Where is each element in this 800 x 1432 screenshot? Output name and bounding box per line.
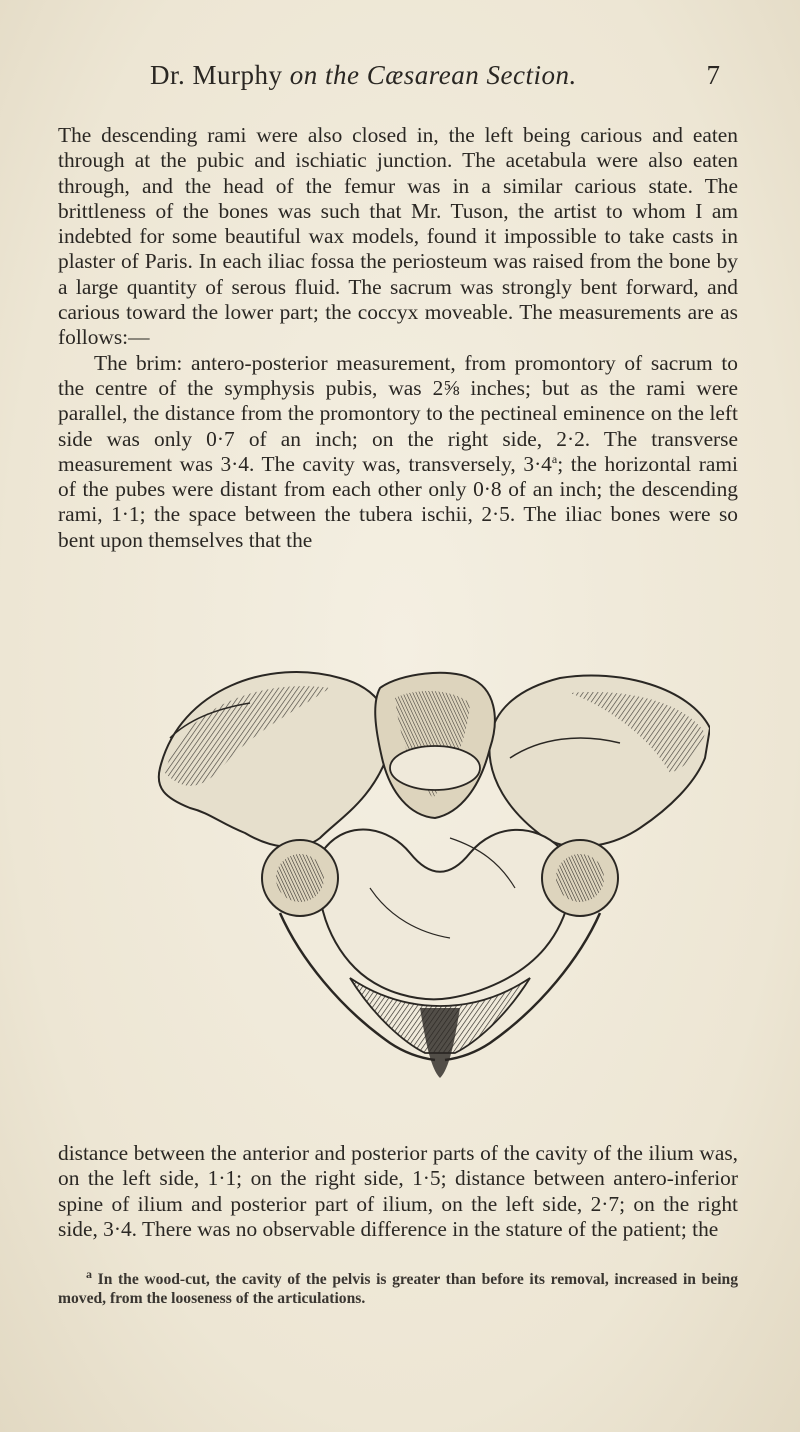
header-subject: on the Cæsarean Section. xyxy=(289,60,577,90)
footnote-marker: a xyxy=(86,1266,92,1281)
header-author: Dr. Murphy xyxy=(150,60,283,90)
page-number: 7 xyxy=(706,60,720,90)
paragraph-2 xyxy=(58,351,738,553)
footnote-ref: a xyxy=(551,451,558,466)
paragraph-2-part-a: The brim: antero-posterior measurement, from promontory of sacrum to the centre of the symphysis pubis, was 2⅝ inches; but as the rami were parallel, the distance from the promontory to the pectineal eminence on the left side was only 0·7 of an inch; on the right side, 2·2. The transverse measurement was 3·4. The cavity was, transversely, 3·4 xyxy=(58,350,738,476)
paragraph-1: The descending rami were also closed in, the left being carious and eaten through at the pubic and ischiatic junction. The acetabula were also eaten through, and the head of the femur was in a similar carious state. The brittleness of the bones was such that Mr. Tuson, the artist to whom I am indebted for some beautiful wax models, found it impossible to take casts in plaster of Paris. In each iliac fossa the periosteum was raised from the bone by a large quantity of serous fluid. The sacrum was strongly bent forward, and carious toward the lower part; the coccyx moveable. The measurements are as follows:— xyxy=(58,123,738,350)
header-title xyxy=(150,60,577,91)
footnote-text: In the wood-cut, the cavity of the pelvis is greater than before its removal, increased in being moved, from the looseness of the articulations. xyxy=(58,1271,738,1307)
paragraph-2-part-b: ; the horizontal rami of the pubes were distant from each other only 0·8 of an inch; the descending rami, 1·1; the space between the tubera ischii, 2·5. The iliac bones were so bent upon themselves that the xyxy=(58,451,738,552)
pelvis-woodcut-icon xyxy=(150,648,710,1088)
continuation-paragraph: distance between the anterior and posterior parts of the cavity of the ilium was, on the left side, 1·1; on the right side, 1·5; distance between antero-inferior spine of ilium and posterior part of ilium, on the left side, 2·7; on the right side, 3·4. There was no observable difference in the stature of the patient; the xyxy=(58,1141,738,1241)
continuation-text xyxy=(58,1141,738,1242)
running-header xyxy=(150,60,720,100)
body-text xyxy=(58,123,738,553)
footnote xyxy=(58,1266,738,1308)
